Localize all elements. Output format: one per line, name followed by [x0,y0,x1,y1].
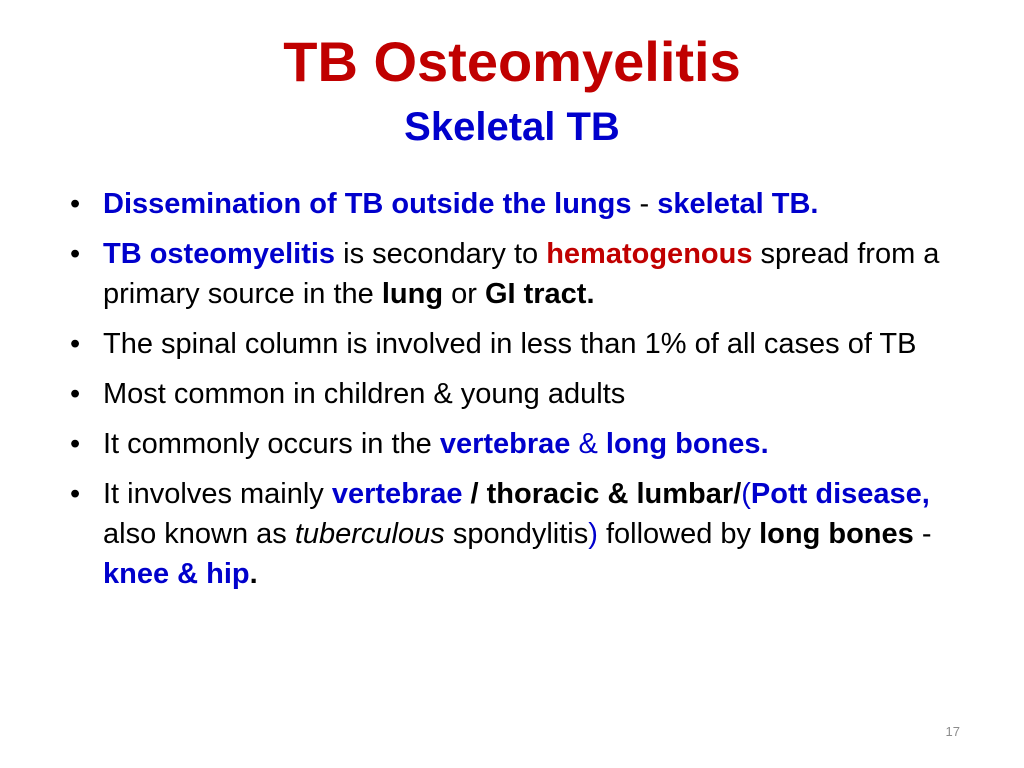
bullet-text: ( [741,478,751,510]
bullet-glyph: • [70,378,81,410]
bullet-glyph: • [70,478,81,510]
bullet-item-occurs [70,424,970,464]
page-number: 17 [945,724,960,739]
bullet-glyph: • [70,188,81,220]
bullet-glyph: • [70,328,81,360]
bullet-text: spondylitis [444,518,589,550]
bullet-text: also known as [103,518,295,550]
bullet-text: & [570,428,606,460]
bullet-glyph: • [70,428,81,460]
bullet-text: long bones [759,518,914,550]
bullet-item-spinal-column [70,324,970,364]
bullet-text: or [443,278,485,310]
bullet-text: vertebrae [439,428,571,460]
bullet-text: Most common in children & young adults [103,378,626,410]
slide-subtitle: Skeletal TB [404,105,620,149]
bullet-text: tuberculous [294,518,445,550]
bullet-text: - [913,518,932,550]
bullet-text: - [631,188,658,220]
bullet-text: spread from a primary source in the [103,238,940,310]
slide-title: TB Osteomyelitis [283,30,741,93]
bullet-text: / [733,478,742,510]
bullet-text: ) [588,518,598,550]
bullet-text: knee & hip [103,558,250,590]
bullet-item-osteomyelitis [70,234,970,314]
bullet-text: Pott disease, [750,478,930,510]
bullet-text: . [249,558,258,590]
bullet-text: lung [381,278,444,310]
bullet-text: followed by [597,518,760,550]
bullet-item-involves [70,474,970,594]
bullet-text: GI tract. [484,278,595,310]
bullet-text: / [462,478,487,510]
bullet-text: Dissemination of TB outside the lungs [103,188,632,220]
bullet-list [70,184,970,604]
bullet-text: hematogenous [546,238,753,270]
bullet-item-dissemination [70,184,970,224]
bullet-text: long bones. [605,428,769,460]
bullet-text: is secondary to [335,238,547,270]
bullet-text: It commonly occurs in the [103,428,440,460]
bullet-text: vertebrae [331,478,463,510]
bullet-text: thoracic & lumbar [486,478,734,510]
bullet-item-most-common [70,374,970,414]
bullet-text: skeletal TB. [657,188,819,220]
bullet-text: The spinal column is involved in less than 1% of all cases of TB [103,328,917,360]
bullet-text: TB osteomyelitis [103,238,336,270]
bullet-glyph: • [70,238,81,270]
bullet-text: It involves mainly [103,478,332,510]
